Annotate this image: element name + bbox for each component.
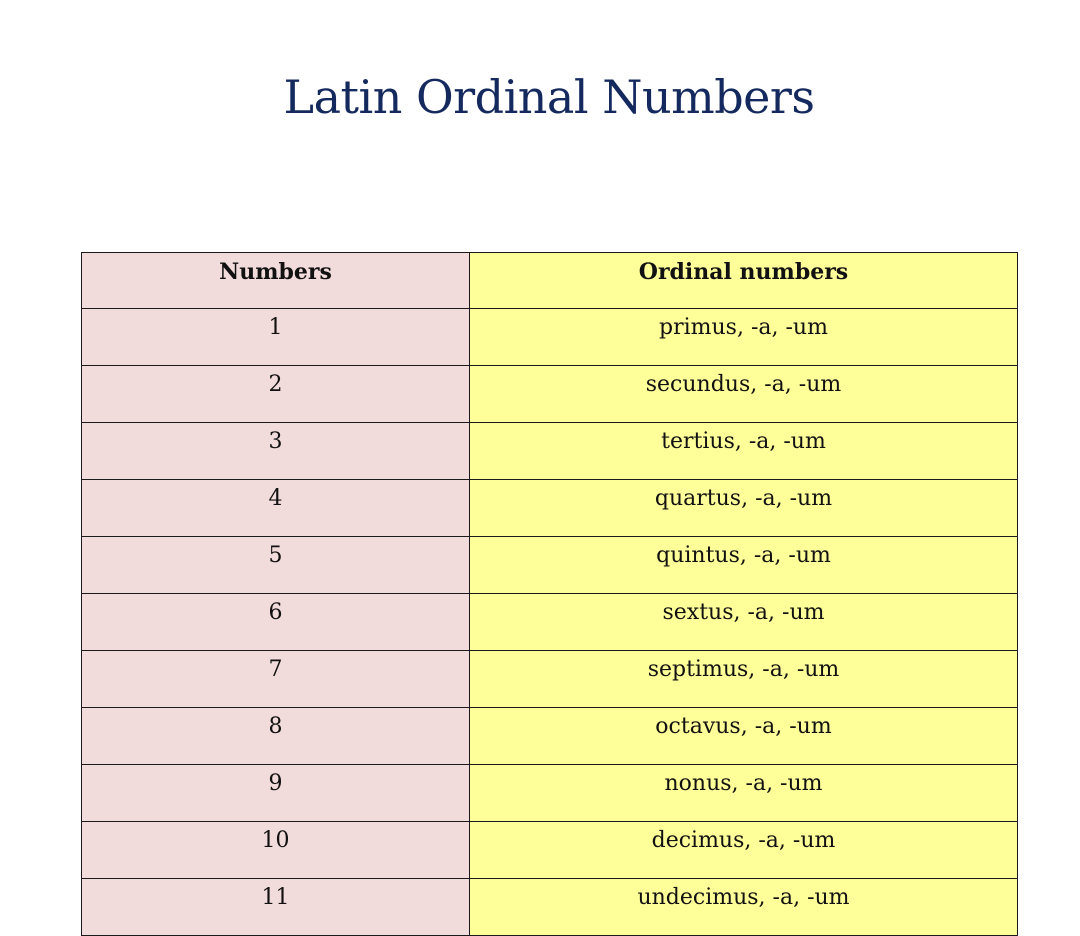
number-cell [82,651,470,708]
number-value: 9 [268,771,283,796]
number-cell [82,423,470,480]
ordinal-cell [470,708,1018,765]
ordinal-numbers-table [81,252,1018,936]
table-row [82,765,1018,822]
ordinal-cell [470,651,1018,708]
number-value: 6 [268,600,283,625]
table-header-row [82,253,1018,309]
table-row [82,822,1018,879]
ordinal-cell [470,480,1018,537]
number-value: 3 [268,429,283,454]
number-value: 7 [268,657,283,682]
ordinals-column-header [470,253,1018,309]
ordinal-value: primus, -a, -um [659,315,828,340]
ordinal-value: undecimus, -a, -um [637,885,850,910]
table-row [82,879,1018,936]
ordinal-cell [470,879,1018,936]
ordinal-cell [470,537,1018,594]
number-value: 8 [268,714,283,739]
number-cell [82,480,470,537]
number-cell [82,309,470,366]
ordinal-cell [470,765,1018,822]
number-cell [82,765,470,822]
table-row [82,708,1018,765]
number-cell [82,879,470,936]
number-value: 1 [268,315,283,340]
table-row [82,651,1018,708]
ordinal-value: octavus, -a, -um [655,714,832,739]
ordinal-value: decimus, -a, -um [651,828,836,853]
ordinal-value: quartus, -a, -um [654,486,833,511]
number-value: 5 [268,543,283,568]
ordinal-value: septimus, -a, -um [647,657,840,682]
numbers-column-header [82,253,470,309]
number-cell [82,708,470,765]
table-row [82,309,1018,366]
ordinal-value: tertius, -a, -um [661,429,826,454]
table-row [82,423,1018,480]
ordinal-cell [470,822,1018,879]
numbers-header-label: Numbers [219,259,332,285]
number-cell [82,537,470,594]
table-row [82,594,1018,651]
number-cell [82,822,470,879]
number-value: 10 [261,828,290,853]
number-cell [82,366,470,423]
ordinal-value: sextus, -a, -um [662,600,825,625]
number-value: 4 [268,486,283,511]
ordinal-value: quintus, -a, -um [656,543,831,568]
ordinal-cell [470,366,1018,423]
ordinal-cell [470,309,1018,366]
number-value: 2 [268,372,283,397]
ordinal-cell [470,594,1018,651]
table-row [82,480,1018,537]
ordinal-cell [470,423,1018,480]
number-cell [82,594,470,651]
ordinal-value: nonus, -a, -um [664,771,823,796]
ordinal-value: secundus, -a, -um [645,372,842,397]
number-value: 11 [261,885,290,910]
table-row [82,366,1018,423]
table-row [82,537,1018,594]
ordinals-header-label: Ordinal numbers [638,259,849,285]
page-title: Latin Ordinal Numbers [283,70,815,124]
